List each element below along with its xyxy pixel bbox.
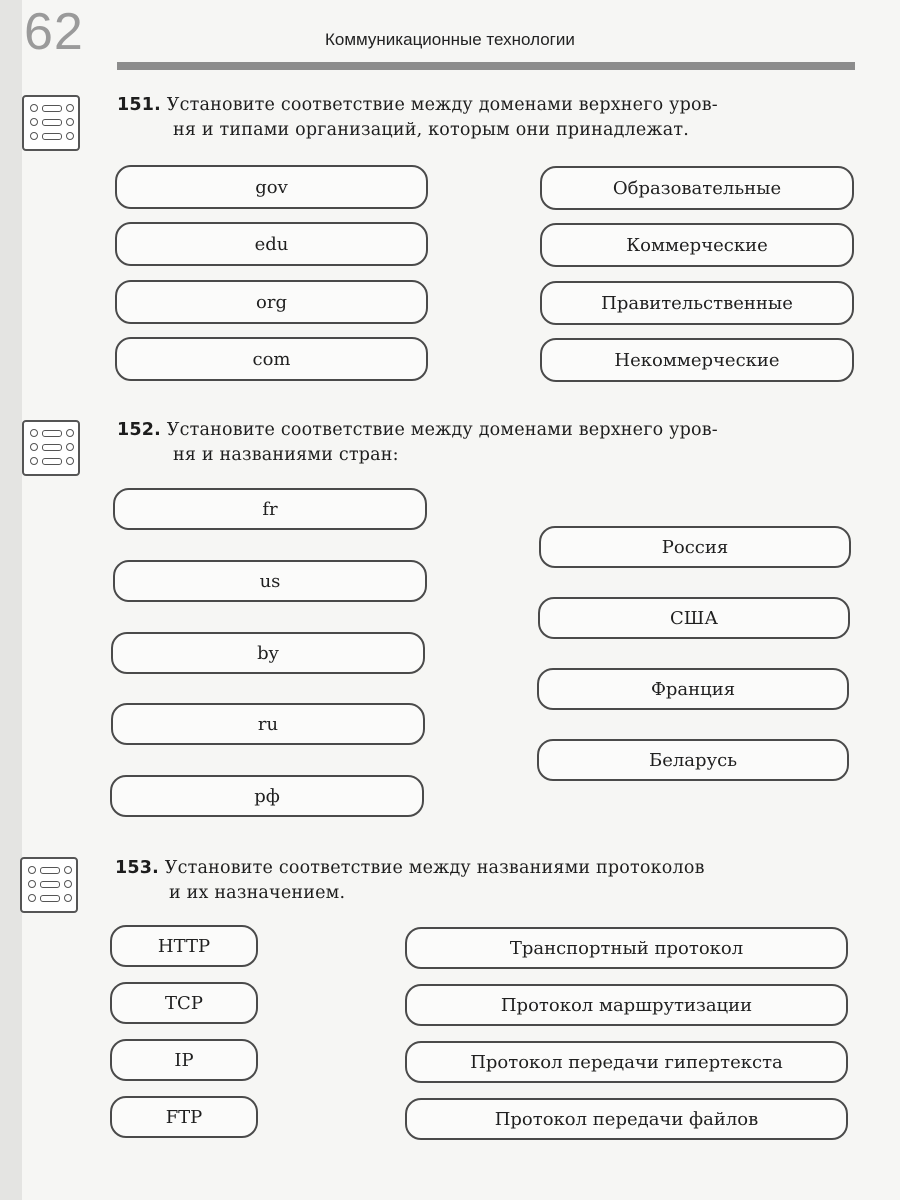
page-number: 62 xyxy=(24,3,84,61)
header-rule xyxy=(117,62,855,70)
protocol-purpose-box[interactable]: Протокол передачи гипертекста xyxy=(405,1041,848,1083)
task-text-line: Установите соответствие между доменами верхнего уров- xyxy=(166,420,718,440)
org-type-box[interactable]: Образовательные xyxy=(540,166,854,210)
domain-box-by[interactable]: by xyxy=(111,632,425,674)
org-type-box[interactable]: Коммерческие xyxy=(540,223,854,267)
task-151-statement xyxy=(117,93,718,143)
protocol-purpose-box[interactable]: Транспортный протокол xyxy=(405,927,848,969)
matching-task-icon xyxy=(22,95,80,151)
protocol-box-tcp[interactable]: TCP xyxy=(110,982,258,1024)
task-text-line: Установите соответствие между доменами верхнего уров- xyxy=(166,95,718,115)
protocol-box-http[interactable]: HTTP xyxy=(110,925,258,967)
country-box[interactable]: Франция xyxy=(537,668,849,710)
country-box[interactable]: Беларусь xyxy=(537,739,849,781)
task-number: 151. xyxy=(117,95,161,115)
task-text-line: ня и типами организаций, которым они принадлежат. xyxy=(173,120,690,140)
protocol-box-ftp[interactable]: FTP xyxy=(110,1096,258,1138)
org-type-box[interactable]: Некоммерческие xyxy=(540,338,854,382)
protocol-purpose-box[interactable]: Протокол передачи файлов xyxy=(405,1098,848,1140)
domain-box-ru[interactable]: ru xyxy=(111,703,425,745)
country-box[interactable]: Россия xyxy=(539,526,851,568)
task-text-line: и их назначением. xyxy=(169,883,346,903)
domain-box-us[interactable]: us xyxy=(113,560,427,602)
task-152-statement xyxy=(117,418,718,468)
task-number: 152. xyxy=(117,420,161,440)
domain-box-fr[interactable]: fr xyxy=(113,488,427,530)
matching-task-icon xyxy=(22,420,80,476)
protocol-purpose-box[interactable]: Протокол маршрутизации xyxy=(405,984,848,1026)
domain-box-gov[interactable]: gov xyxy=(115,165,428,209)
task-153-statement xyxy=(115,856,705,906)
org-type-box[interactable]: Правительственные xyxy=(540,281,854,325)
domain-box-rf[interactable]: рф xyxy=(110,775,424,817)
country-box[interactable]: США xyxy=(538,597,850,639)
task-number: 153. xyxy=(115,858,159,878)
domain-box-com[interactable]: com xyxy=(115,337,428,381)
page-margin-strip xyxy=(0,0,22,1200)
matching-task-icon xyxy=(20,857,78,913)
domain-box-org[interactable]: org xyxy=(115,280,428,324)
protocol-box-ip[interactable]: IP xyxy=(110,1039,258,1081)
task-text-line: Установите соответствие между названиями протоколов xyxy=(164,858,705,878)
task-text-line: ня и названиями стран: xyxy=(173,445,399,465)
domain-box-edu[interactable]: edu xyxy=(115,222,428,266)
running-title: Коммуникационные технологии xyxy=(325,30,575,49)
